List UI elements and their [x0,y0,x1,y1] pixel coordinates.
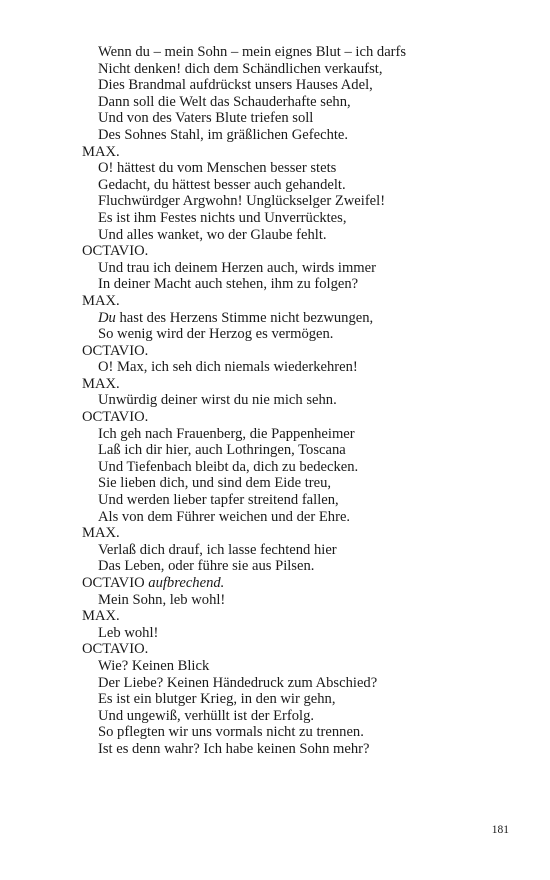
verse-text: Als von dem Führer weichen und der Ehre. [98,508,351,525]
verse-text: Des Sohnes Stahl, im gräßlichen Gefechte. [98,126,349,143]
verse-text: Fluchwürdger Argwohn! Unglückselger Zweifel! [98,193,386,210]
verse-line [0,459,550,476]
stage-direction: aufbrechend. [144,575,225,591]
verse-line [0,61,550,78]
page-number: 181 [491,824,509,836]
verse-line [0,260,550,277]
verse-line [0,326,550,343]
speaker-name: MAX. [82,608,120,625]
verse-line [0,77,550,94]
verse-line [0,675,550,692]
verse-text: Leb wohl! [98,624,159,641]
verse-text: Dies Brandmal aufdrückst unsers Hauses Adel, [98,77,373,94]
verse-text: Der Liebe? Keinen Händedruck zum Abschied? [98,674,378,691]
speaker-name: OCTAVIO. [82,243,149,260]
verse-line [0,210,550,227]
verse-text: So pflegten wir uns vormals nicht zu trennen. [98,724,364,741]
speaker-line [0,243,550,260]
drama-text [0,44,550,758]
speaker-name: OCTAVIO [82,575,145,591]
verse-text: Und trau ich deinem Herzen auch, wirds immer [98,259,376,276]
speaker-line [0,343,550,360]
verse-line [0,193,550,210]
verse-line [0,592,550,609]
verse-line [0,392,550,409]
verse-text: Es ist ihm Festes nichts und Unverrücktes, [98,209,347,226]
verse-text: Und ungewiß, verhüllt ist der Erfolg. [98,707,315,724]
verse-text: Und werden lieber tapfer streitend fallen, [98,492,339,509]
verse-line [0,442,550,459]
verse-line [0,426,550,443]
verse-line [0,127,550,144]
verse-text: Es ist ein blutger Krieg, in den wir gehn, [98,691,336,708]
verse-text: Das Leben, oder führe sie aus Pilsen. [98,558,315,575]
verse-line [0,227,550,244]
speaker-name: MAX. [82,143,120,160]
speaker-name: OCTAVIO. [82,342,149,359]
verse-line [0,741,550,758]
speaker-name: MAX. [82,292,120,309]
speaker-name: MAX. [82,375,120,392]
verse-text: Nicht denken! dich dem Schändlichen verkaufst, [98,60,383,77]
verse-line [0,475,550,492]
verse-text: Gedacht, du hättest besser auch gehandelt. [98,176,346,193]
verse-text: Mein Sohn, leb wohl! [98,591,226,608]
verse-line [0,542,550,559]
verse-text: Laß ich dir hier, auch Lothringen, Toscana [98,442,346,459]
verse-line [0,724,550,741]
verse-line [0,691,550,708]
verse-text: So wenig wird der Herzog es vermögen. [98,326,334,343]
verse-text: In deiner Macht auch stehen, ihm zu folgen? [98,276,359,293]
emphasis-word: Du [98,309,116,326]
verse-text: Unwürdig deiner wirst du nie mich sehn. [98,392,337,409]
verse-line [0,44,550,61]
verse-line [0,359,550,376]
speaker-name: OCTAVIO. [82,641,149,658]
verse-line [0,177,550,194]
verse-line [0,558,550,575]
speaker-name: OCTAVIO. [82,409,149,426]
speaker-name: MAX. [82,525,120,542]
verse-text: Und von des Vaters Blute triefen soll [98,110,314,127]
verse-text: Dann soll die Welt das Schauderhafte sehn, [98,93,351,110]
verse-line [0,110,550,127]
verse-text: Wie? Keinen Blick [98,657,210,674]
verse-line [0,509,550,526]
verse-line [0,625,550,642]
speaker-line [0,144,550,161]
verse-text: Verlaß dich drauf, ich lasse fechtend hier [98,541,337,558]
speaker-line [0,641,550,658]
verse-text: O! hättest du vom Menschen besser stets [98,160,337,177]
verse-text: Und alles wanket, wo der Glaube fehlt. [98,226,327,243]
verse-text: Ich geh nach Frauenberg, die Pappenheimer [98,425,355,442]
verse-line [0,276,550,293]
verse-text: Und Tiefenbach bleibt da, dich zu bedecken. [98,458,359,475]
verse-text: Sie lieben dich, und sind dem Eide treu, [98,475,332,492]
verse-line [0,94,550,111]
verse-text: O! Max, ich seh dich niemals wiederkehren! [98,359,358,376]
speaker-line [0,293,550,310]
verse-line [0,160,550,177]
verse-line [0,658,550,675]
verse-text: hast des Herzens Stimme nicht bezwungen, [115,309,374,326]
speaker-line [0,608,550,625]
verse-line [0,492,550,509]
speaker-line [0,376,550,393]
verse-text: Wenn du – mein Sohn – mein eignes Blut – ich darfs [98,44,407,60]
verse-line [0,708,550,725]
speaker-line [0,409,550,426]
speaker-line [0,525,550,542]
verse-line [0,310,550,327]
verse-text: Ist es denn wahr? Ich habe keinen Sohn mehr? [98,740,370,757]
speaker-line [0,575,550,592]
